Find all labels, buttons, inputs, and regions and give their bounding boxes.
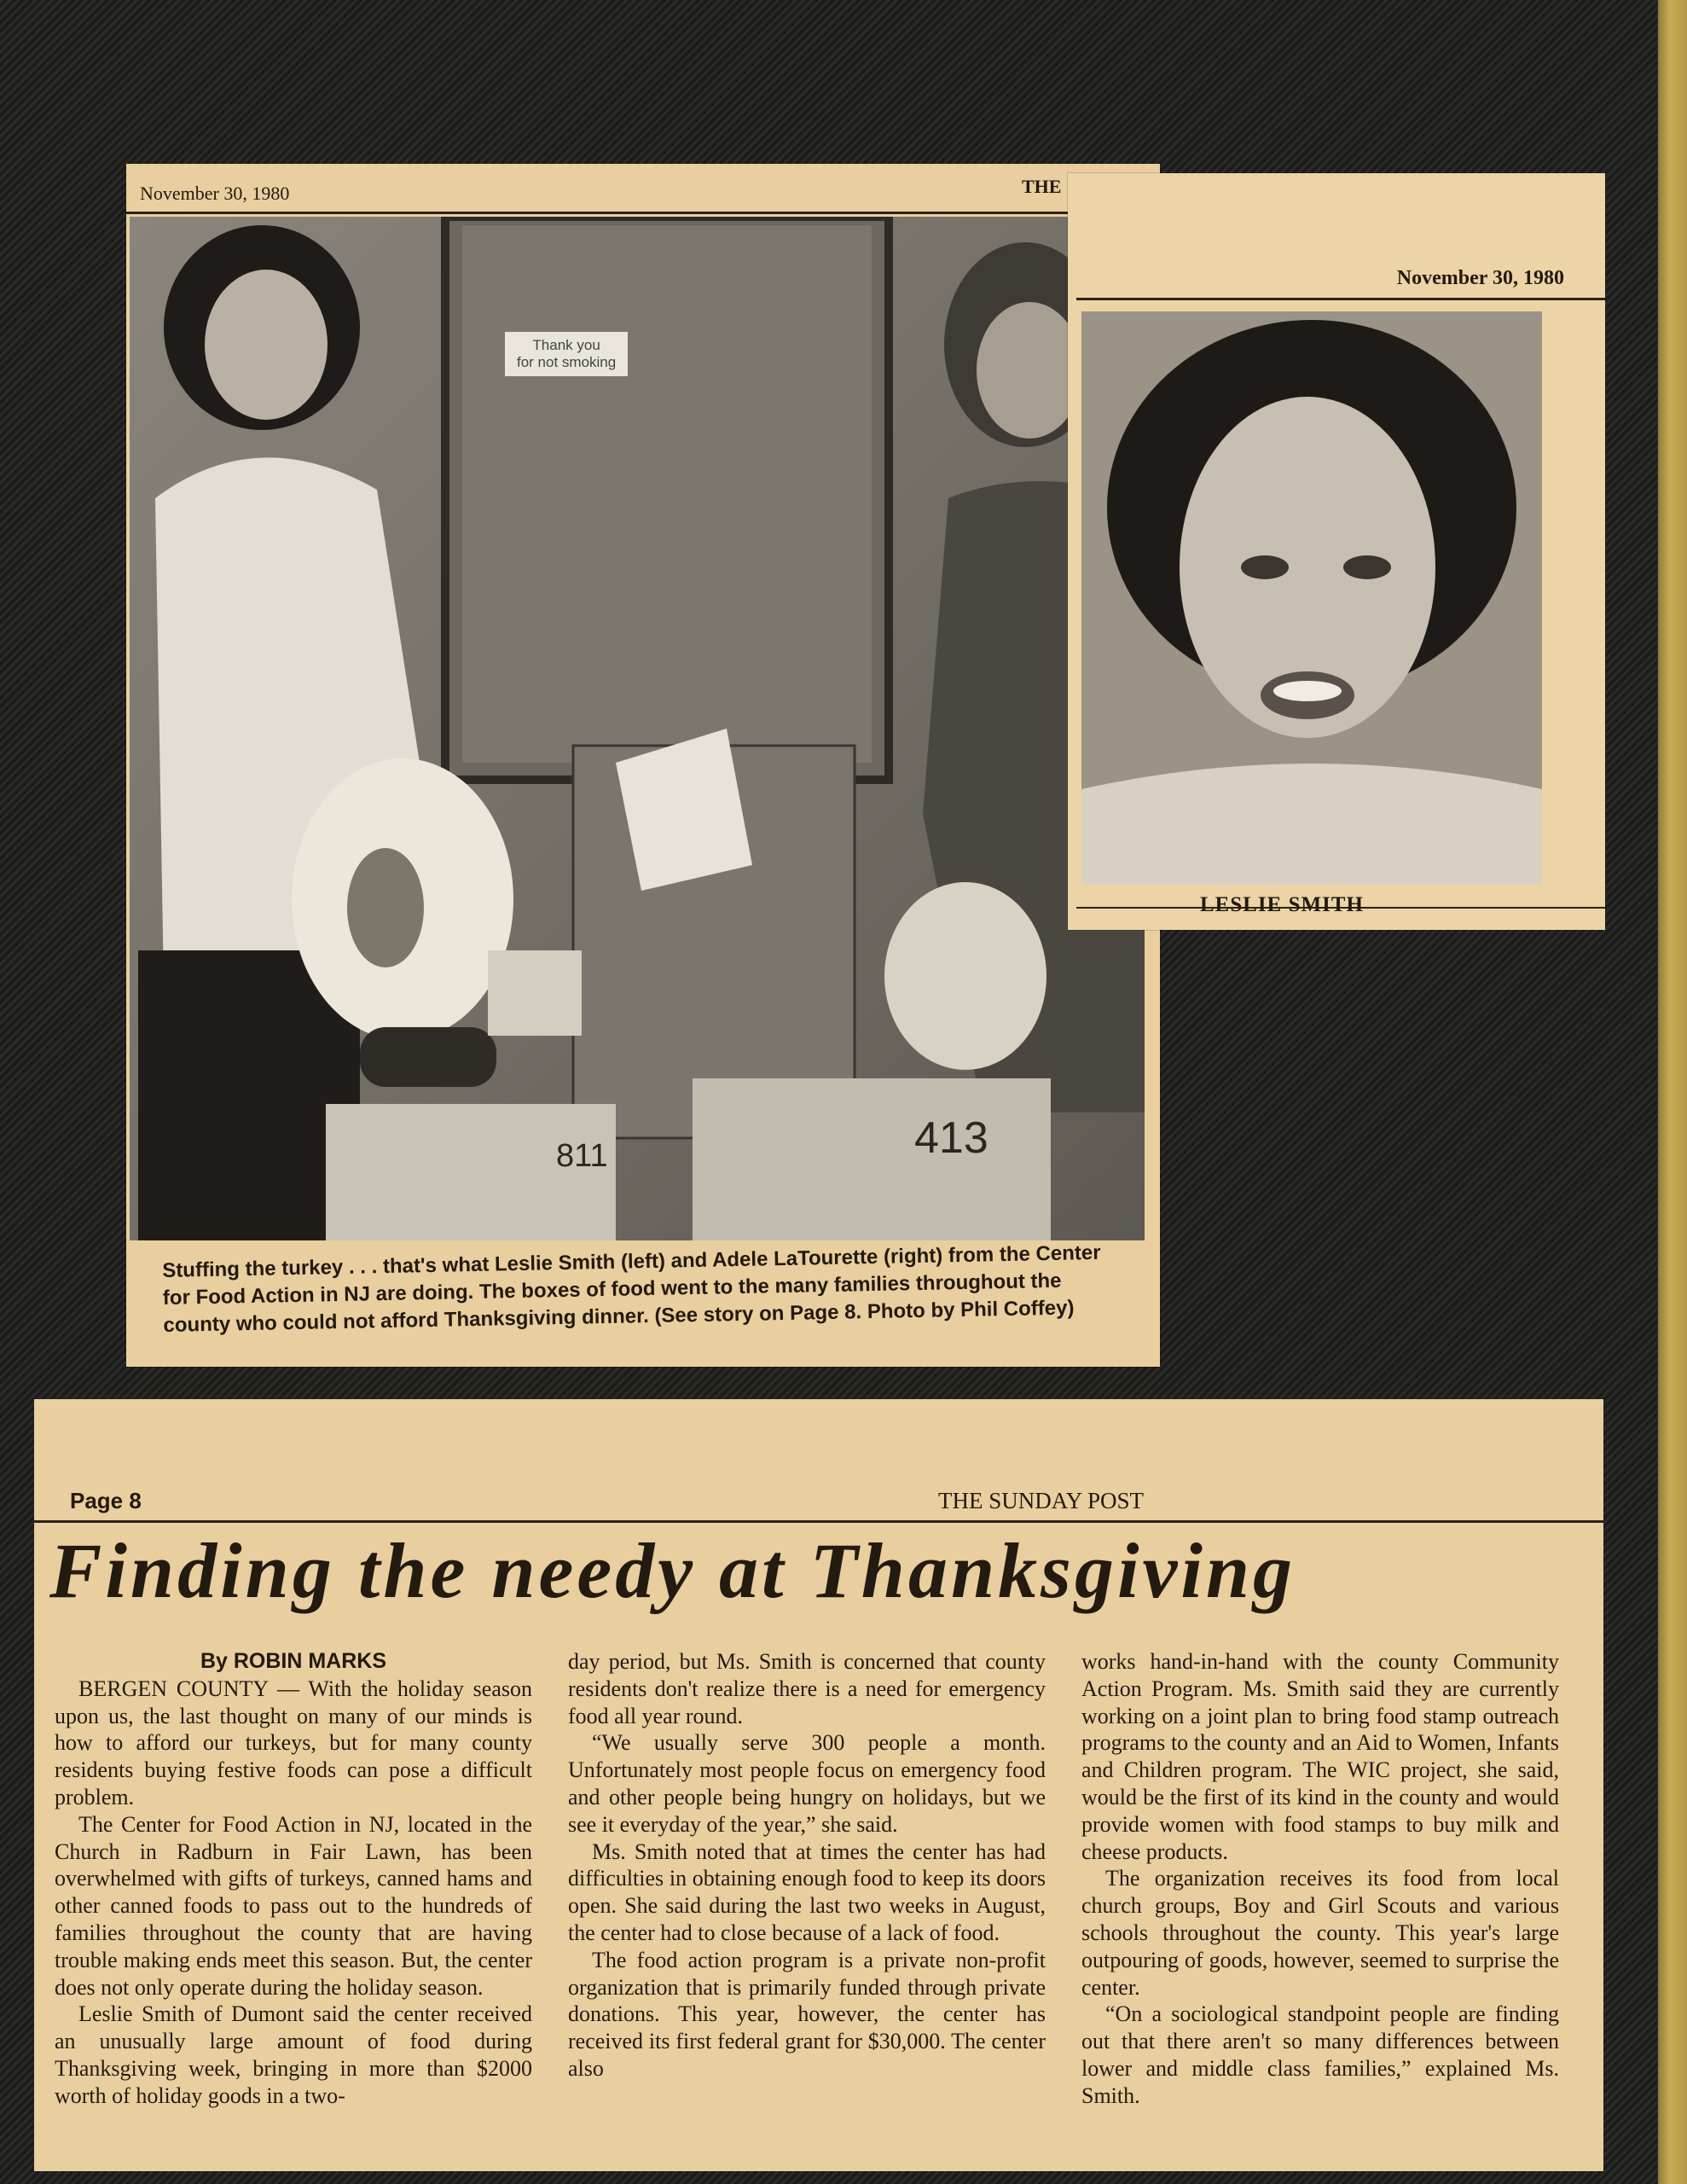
leslie-smith-portrait	[1081, 311, 1542, 885]
clipping-date: November 30, 1980	[140, 183, 290, 204]
paragraph: The organization receives its food from local church groups, Boy and Girl Scouts and various schools throughout the county. This year's large outpouring of goods, however, seemed to surprise the center.	[1081, 1866, 1559, 2000]
paragraph: “On a sociological standpoint people are finding out that there aren't so many differences between lower and middle class families,” explained Ms. Smith.	[1081, 2001, 1559, 2108]
dateline-rule	[126, 212, 1160, 214]
binder-edge	[1658, 0, 1687, 2184]
paragraph: day period, but Ms. Smith is concerned that county residents don't realize there is a need for emergency food all year round.	[568, 1649, 1046, 1728]
article-column-2	[568, 1648, 1046, 2082]
portrait-date: November 30, 1980	[1396, 267, 1564, 289]
photo-caption: Stuffing the turkey . . . that's what Leslie Smith (left) and Adele LaTourette (right) from the Center for Food Action in NJ are doing. The boxes of food went to the many families throughout the county who could not afford Thanksgiving dinner. (See story on Page 8. Photo by Phil Coffey)	[162, 1240, 1101, 1337]
box-number-right: 413	[914, 1113, 988, 1163]
header-rule	[34, 1520, 1603, 1523]
article-headline: Finding the needy at Thanksgiving	[49, 1527, 1296, 1614]
article-column-1	[55, 1648, 532, 2110]
article-column-3	[1081, 1648, 1559, 2110]
paragraph: BERGEN COUNTY — With the holiday season upon us, the last thought on many of our minds is how to afford our turkeys, but for many county residents buying festive foods can pose a difficult problem.	[55, 1676, 532, 1809]
photo-illustration	[130, 217, 1145, 1240]
page-label: Page 8	[70, 1488, 142, 1513]
box-number-left: 811	[556, 1138, 608, 1174]
newspaper-name: THE SUNDAY POST	[938, 1488, 1145, 1513]
portrait-rule	[1076, 298, 1605, 300]
article-clipping	[34, 1399, 1603, 2171]
no-smoking-sign: Thank you for not smoking	[505, 332, 628, 376]
paragraph: works hand-in-hand with the county Community Action Program. Ms. Smith said they are currently working on a joint plan to bring food stamp outreach programs to the county and an Aid to Women, Infants and Children program. The WIC project, she said, would be the first of its kind in the county and would provide women with food stamps to buy milk and cheese products.	[1081, 1649, 1559, 1864]
paragraph: Leslie Smith of Dumont said the center received an unusually large amount of food during Thanksgiving week, bringing in more than $2000 worth of holiday goods in a two-	[55, 2001, 532, 2108]
portrait-clipping	[1068, 173, 1605, 930]
turkey-photo	[130, 217, 1145, 1240]
portrait-name: LESLIE SMITH	[1200, 893, 1364, 916]
paragraph: “We usually serve 300 people a month. Unfortunately most people focus on emergency food and other people being hungry on holidays, but we see it everyday of the year,” she said.	[568, 1730, 1046, 1837]
byline: By ROBIN MARKS	[200, 1649, 387, 1673]
paragraph: The Center for Food Action in NJ, located in the Church in Radburn in Fair Lawn, has been overwhelmed with gifts of turkeys, canned hams and other canned foods to pass out to the hundreds of families throughout the county that are having trouble making ends meet this season. But, the center does not only operate during the holiday season.	[55, 1811, 532, 2000]
paragraph: Ms. Smith noted that at times the center has had difficulties in obtaining enough food to keep its doors open. She said during the last two weeks in August, the center had to close because of a lack of food.	[568, 1838, 1046, 1945]
photo-clipping	[126, 164, 1160, 1367]
portrait-illustration	[1081, 311, 1542, 885]
masthead-fragment: THE	[1022, 176, 1062, 197]
paragraph: The food action program is a private non-profit organization that is primarily funded through private donations. This year, however, the center has received its first federal grant for $30,000. The center also	[568, 1947, 1046, 2081]
